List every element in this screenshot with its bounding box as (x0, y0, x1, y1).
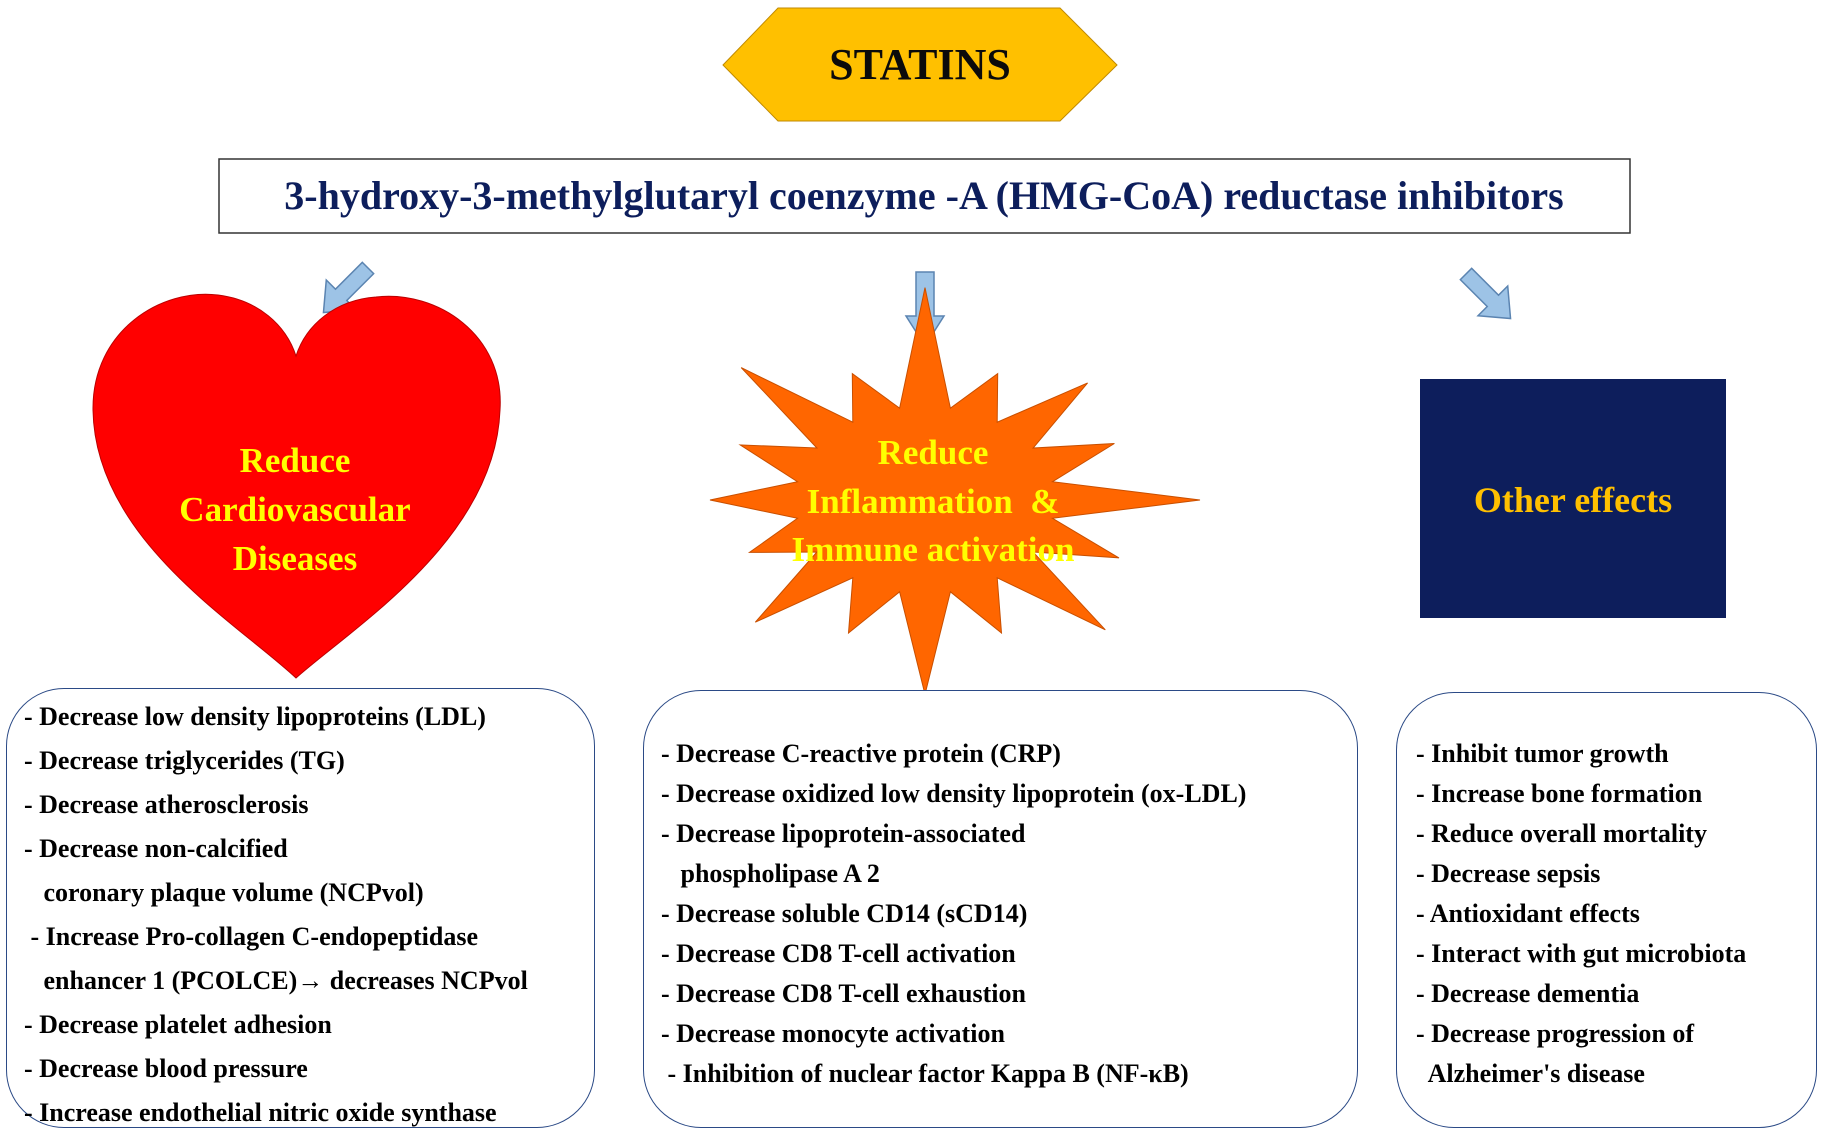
cardio-item: - Decrease non-calcified (24, 834, 288, 863)
heart-shape (93, 294, 500, 678)
inflammation-label-line-2: Inflammation & (806, 482, 1060, 521)
cardio-item: - Decrease triglycerides (TG) (24, 746, 345, 775)
other-effects-item: - Antioxidant effects (1416, 899, 1640, 928)
arrow-to-other-icon (1451, 259, 1525, 333)
cardio-item: - Decrease atherosclerosis (24, 790, 309, 819)
other-effects-item: - Decrease progression of (1416, 1019, 1695, 1048)
cardio-item: coronary plaque volume (NCPvol) (24, 878, 424, 907)
cardio-item: - Increase endothelial nitric oxide synthase (24, 1098, 497, 1127)
cardio-label-line-3: Diseases (232, 539, 358, 578)
cardio-item: enhancer 1 (PCOLCE)→ decreases NCPvol (24, 966, 528, 995)
other-effects-item: - Interact with gut microbiota (1416, 939, 1747, 968)
inflammation-item: - Inhibition of nuclear factor Kappa B (NF-κB) (661, 1059, 1189, 1088)
inflammation-item: - Decrease CD8 T-cell activation (661, 939, 1016, 968)
other-effects-item: - Inhibit tumor growth (1416, 739, 1669, 768)
cardio-item: - Increase Pro-collagen C-endopeptidase (24, 922, 478, 951)
inflammation-item: - Decrease monocyte activation (661, 1019, 1005, 1048)
cardio-item: - Decrease blood pressure (24, 1054, 308, 1083)
statins-title: STATINS (829, 40, 1011, 89)
inflammation-label-line-1: Reduce (877, 433, 989, 472)
cardio-label-line-1: Reduce (239, 441, 351, 480)
other-effects-item: - Decrease dementia (1416, 979, 1640, 1008)
inflammation-label-line-3: Immune activation (791, 530, 1075, 569)
cardio-item: - Decrease platelet adhesion (24, 1010, 332, 1039)
other-effects-item: - Decrease sepsis (1416, 859, 1601, 888)
inflammation-item: - Decrease lipoprotein-associated (661, 819, 1026, 848)
other-effects-label: Other effects (1473, 480, 1673, 520)
inflammation-item: - Decrease C-reactive protein (CRP) (661, 739, 1061, 768)
subtitle-text: 3-hydroxy-3-methylglutaryl coenzyme -A (HMG-CoA) reductase inhibitors (284, 173, 1564, 218)
cardio-label-line-2: Cardiovascular (179, 490, 411, 529)
inflammation-item: - Decrease oxidized low density lipoprotein (ox-LDL) (661, 779, 1247, 808)
inflammation-item: - Decrease soluble CD14 (sCD14) (661, 899, 1028, 928)
inflammation-item: - Decrease CD8 T-cell exhaustion (661, 979, 1026, 1008)
other-effects-item: - Increase bone formation (1416, 779, 1703, 808)
inflammation-item: phospholipase A 2 (661, 859, 880, 888)
cardio-item: - Decrease low density lipoproteins (LDL) (24, 702, 486, 731)
other-effects-item: - Reduce overall mortality (1416, 819, 1707, 848)
other-effects-item: Alzheimer's disease (1416, 1059, 1645, 1088)
